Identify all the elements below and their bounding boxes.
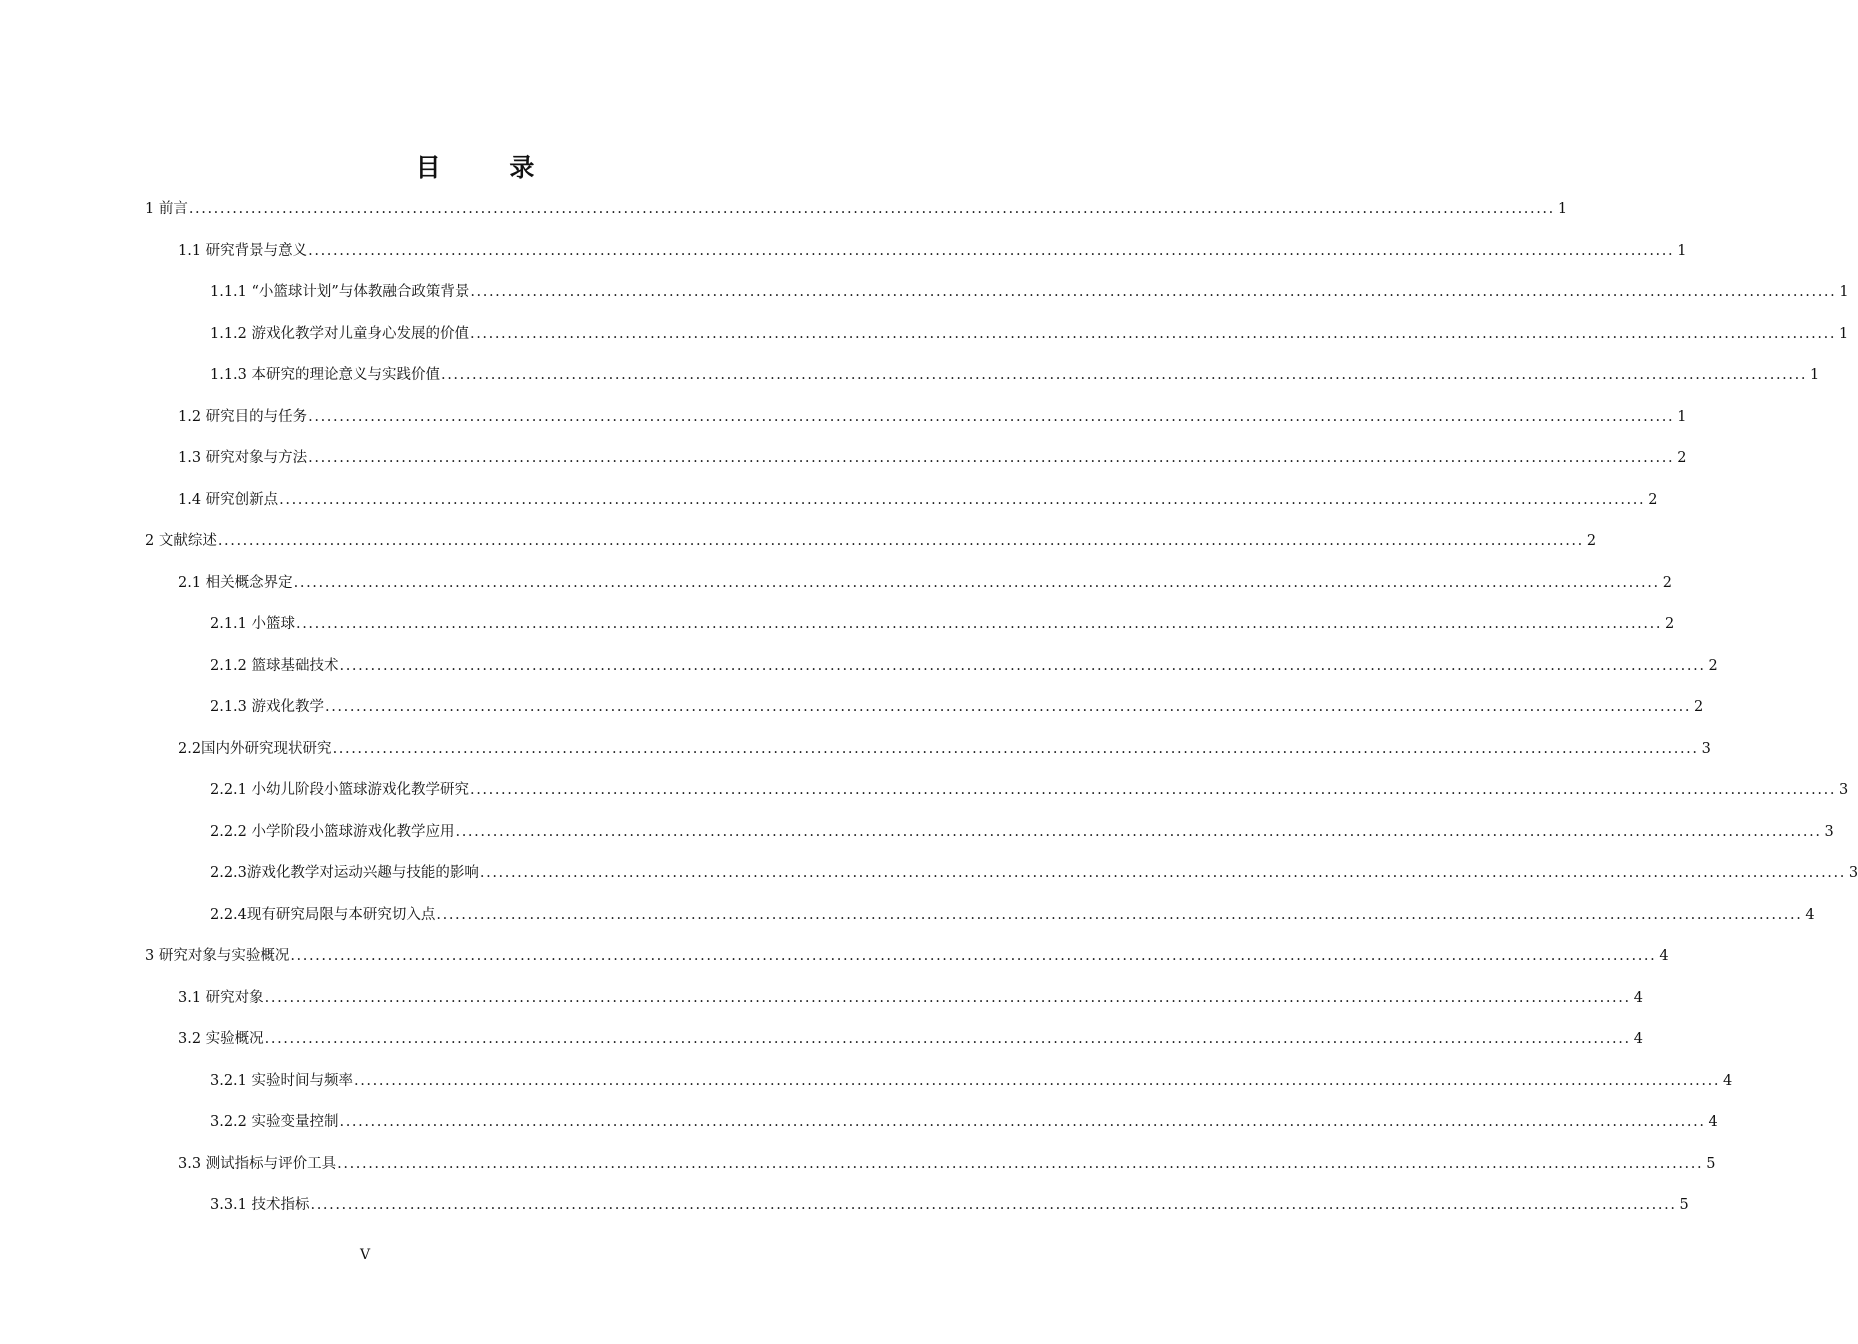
toc-entry[interactable] <box>0 1154 1716 1196</box>
toc-entry-label: 1.1.1 “小篮球计划”与体教融合政策背景 <box>210 284 470 300</box>
toc-entry[interactable] <box>0 822 1834 864</box>
toc-entry-label: 3.1 研究对象 <box>178 989 264 1006</box>
toc-entry[interactable] <box>0 656 1718 698</box>
toc-dot-leader: ............................................................................................................................................................................................................................ <box>293 574 1660 591</box>
toc-entry-page: 5 <box>1706 1155 1716 1172</box>
toc-entry-page: 2 <box>1662 574 1672 591</box>
toc-title: 目 录 <box>415 153 565 182</box>
toc-dot-leader: ............................................................................................................................................................................................................................ <box>310 1197 1677 1213</box>
toc-entry[interactable] <box>0 241 1687 283</box>
toc-entry-label: 3.2.1 实验时间与频率 <box>210 1072 354 1089</box>
toc-entry-page: 2 <box>1677 450 1687 466</box>
toc-dot-leader: ............................................................................................................................................................................................................................ <box>188 201 1555 217</box>
toc-entry-page: 4 <box>1708 1114 1718 1130</box>
toc-entry-label: 3.3 测试指标与评价工具 <box>178 1155 337 1172</box>
toc-entry-page: 4 <box>1633 989 1643 1006</box>
toc-entry-label: 1.1.3 本研究的理论意义与实践价值 <box>210 367 441 383</box>
toc-entry-page: 1 <box>1839 284 1849 300</box>
toc-dot-leader: ............................................................................................................................................................................................................................ <box>308 408 1675 425</box>
toc-dot-leader: ............................................................................................................................................................................................................................ <box>290 948 1657 964</box>
toc-dot-leader: ............................................................................................................................................................................................................................ <box>264 1031 1631 1047</box>
toc-entry[interactable] <box>0 324 1849 366</box>
toc-dot-leader: ............................................................................................................................................................................................................................ <box>332 740 1699 757</box>
toc-dot-leader: ............................................................................................................................................................................................................................ <box>441 367 1808 383</box>
toc-entry-label: 2.2国内外研究现状研究 <box>178 740 332 757</box>
toc-entry[interactable] <box>0 780 1849 822</box>
toc-entry-page: 4 <box>1805 906 1815 923</box>
toc-dot-leader: ............................................................................................................................................................................................................................ <box>470 782 1837 798</box>
toc-entry-page: 2 <box>1694 699 1704 715</box>
toc-entry[interactable] <box>0 614 1675 656</box>
toc-entry[interactable] <box>0 282 1849 324</box>
toc-entry-page: 1 <box>1677 242 1687 259</box>
toc-entry-page: 2 <box>1586 533 1597 549</box>
toc-entry[interactable] <box>0 905 1815 947</box>
toc-dot-leader: ............................................................................................................................................................................................................................ <box>325 699 1692 715</box>
toc-entry-page: 2 <box>1665 616 1675 632</box>
toc-entry-page: 5 <box>1679 1197 1689 1213</box>
toc-entry-page: 1 <box>1839 325 1849 342</box>
toc-entry[interactable] <box>0 697 1704 739</box>
toc-entry-page: 1 <box>1557 201 1568 217</box>
toc-entry-label: 2.1.1 小篮球 <box>210 616 296 632</box>
toc-entry-label: 1 前言 <box>145 201 188 217</box>
toc-dot-leader: ............................................................................................................................................................................................................................ <box>308 450 1675 466</box>
toc-dot-leader: ............................................................................................................................................................................................................................ <box>479 865 1846 881</box>
toc-entry-label: 1.1 研究背景与意义 <box>178 242 308 259</box>
toc-dot-leader: ............................................................................................................................................................................................................................ <box>455 823 1822 840</box>
toc-entry-label: 3 研究对象与实验概况 <box>145 948 290 964</box>
toc-entry[interactable] <box>0 531 1597 573</box>
toc-entry-page: 3 <box>1839 782 1849 798</box>
toc-entry[interactable] <box>0 1195 1689 1237</box>
page-number: V <box>359 1247 371 1263</box>
toc-entry-page: 3 <box>1848 865 1858 881</box>
toc-entry[interactable] <box>0 739 1711 781</box>
toc-entry[interactable] <box>0 407 1687 449</box>
toc-entry[interactable] <box>0 490 1658 532</box>
toc-entry[interactable] <box>0 988 1643 1030</box>
toc-entry[interactable] <box>0 1071 1733 1113</box>
toc-dot-leader: ............................................................................................................................................................................................................................ <box>296 616 1663 632</box>
toc-dot-leader: ............................................................................................................................................................................................................................ <box>470 325 1837 342</box>
toc-entry-page: 3 <box>1824 823 1834 840</box>
toc-entry-label: 2.2.1 小幼儿阶段小篮球游戏化教学研究 <box>210 782 470 798</box>
toc-dot-leader: ............................................................................................................................................................................................................................ <box>279 491 1646 508</box>
toc-entry-label: 3.3.1 技术指标 <box>210 1197 310 1213</box>
toc-entry-page: 4 <box>1723 1072 1733 1089</box>
toc-entry-label: 2.2.3游戏化教学对运动兴趣与技能的影响 <box>210 865 479 881</box>
toc-entry-label: 2.2.2 小学阶段小篮球游戏化教学应用 <box>210 823 455 840</box>
toc-entry-page: 4 <box>1659 948 1669 964</box>
toc-dot-leader: ............................................................................................................................................................................................................................ <box>217 533 1584 549</box>
toc-entry[interactable] <box>0 1112 1718 1154</box>
toc-entry-label: 2.2.4现有研究局限与本研究切入点 <box>210 906 436 923</box>
toc-entry-page: 1 <box>1810 367 1820 383</box>
toc-entry-label: 1.3 研究对象与方法 <box>178 450 308 466</box>
toc-entry[interactable] <box>0 573 1672 615</box>
toc-entry-label: 1.4 研究创新点 <box>178 491 279 508</box>
toc-entry-page: 4 <box>1633 1031 1643 1047</box>
toc-entry[interactable] <box>0 946 1669 988</box>
toc-entry-page: 1 <box>1677 408 1687 425</box>
toc-entry-label: 1.1.2 游戏化教学对儿童身心发展的价值 <box>210 325 470 342</box>
toc-entry-label: 2 文献综述 <box>145 533 217 549</box>
toc-dot-leader: ............................................................................................................................................................................................................................ <box>339 1114 1706 1130</box>
toc-entry[interactable] <box>0 863 1858 905</box>
toc-entry-label: 3.2 实验概况 <box>178 1031 264 1047</box>
toc-dot-leader: ............................................................................................................................................................................................................................ <box>354 1072 1721 1089</box>
toc-entry-page: 2 <box>1708 657 1718 674</box>
toc-entry[interactable] <box>0 365 1820 407</box>
toc-entry-label: 2.1.3 游戏化教学 <box>210 699 325 715</box>
toc-entry-label: 3.2.2 实验变量控制 <box>210 1114 339 1130</box>
toc-list <box>0 199 1858 1237</box>
toc-entry[interactable] <box>0 1029 1643 1071</box>
toc-entry-page: 3 <box>1701 740 1711 757</box>
toc-entry[interactable] <box>0 199 1568 241</box>
toc-dot-leader: ............................................................................................................................................................................................................................ <box>339 657 1706 674</box>
toc-dot-leader: ............................................................................................................................................................................................................................ <box>337 1155 1704 1172</box>
toc-dot-leader: ............................................................................................................................................................................................................................ <box>264 989 1631 1006</box>
toc-entry-label: 2.1 相关概念界定 <box>178 574 293 591</box>
toc-dot-leader: ............................................................................................................................................................................................................................ <box>308 242 1675 259</box>
toc-entry-page: 2 <box>1648 491 1658 508</box>
toc-dot-leader: ............................................................................................................................................................................................................................ <box>436 906 1803 923</box>
toc-entry-label: 1.2 研究目的与任务 <box>178 408 308 425</box>
toc-entry-label: 2.1.2 篮球基础技术 <box>210 657 339 674</box>
toc-entry[interactable] <box>0 448 1687 490</box>
toc-dot-leader: ............................................................................................................................................................................................................................ <box>470 284 1837 300</box>
